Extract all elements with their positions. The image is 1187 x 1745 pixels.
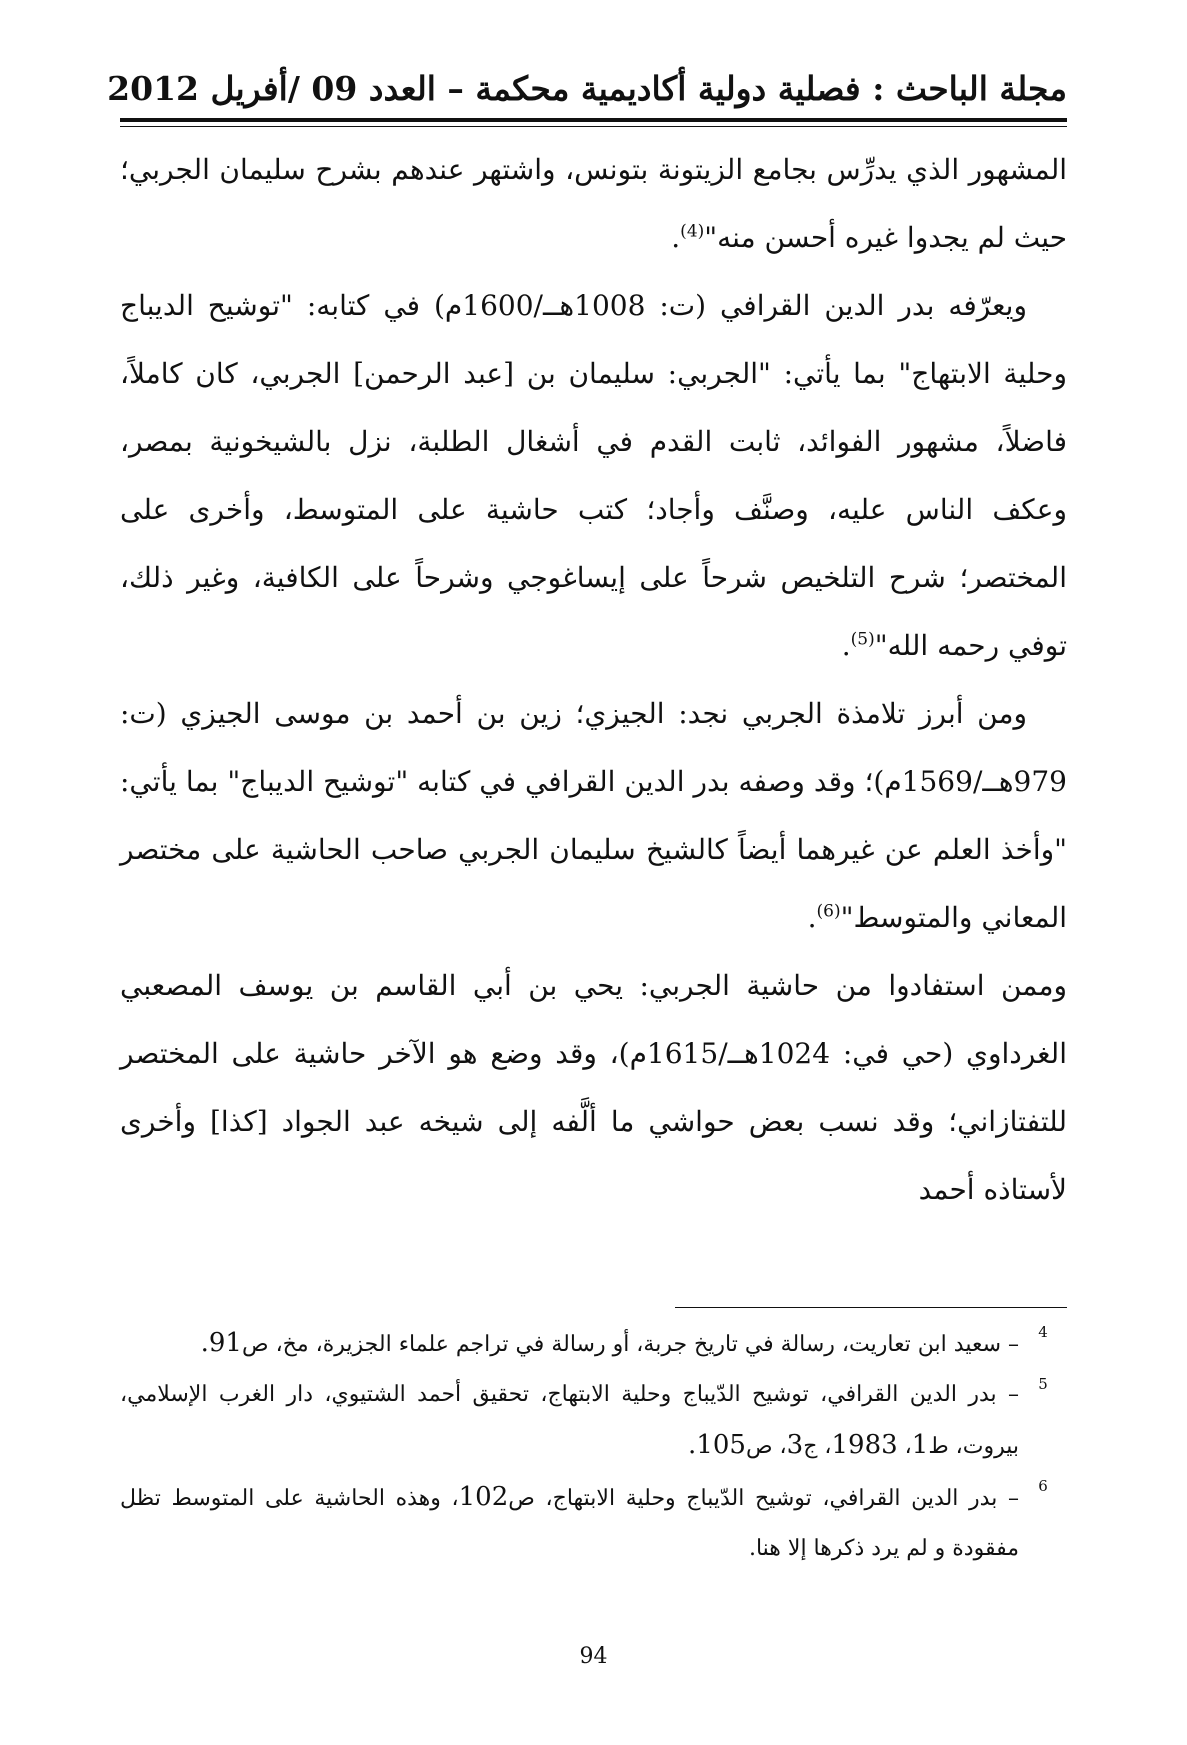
footnote-end: . [200, 1328, 209, 1358]
footnote-body: – سعيد ابن تعاريت، رسالة في تاريخ جربة، أو رسالة في تراجم علماء الجزيرة، مخ، ص [241, 1332, 1019, 1357]
footnotes [120, 1318, 1067, 1574]
footnote-number: 5 [1038, 1375, 1048, 1393]
paragraph-2-end: . [841, 629, 851, 662]
footnote-rest: ، وهذه الحاشية على المتوسط تظل مفقودة و لم يرد ذكرها إلا هنا. [120, 1486, 1019, 1561]
footnote-text [120, 1370, 1019, 1472]
paragraph-1 [120, 136, 1067, 272]
footnote-end: . [688, 1430, 697, 1460]
paragraph-4: وممن استفادوا من حاشية الجربي: يحي بن أبي القاسم بن يوسف المصعبي الغرداوي (حي في: 1024هــ/1615م)، وقد وضع هو الآخر حاشية على المختصر للتفتازاني؛ وقد نسب بعض حواشي ما ألَّفه إلى شيخه عبد الجواد [كذا] وأخرى لأستاذه أحمد [120, 969, 1067, 1206]
footnote-4 [120, 1318, 1067, 1370]
footnote-5 [120, 1370, 1067, 1472]
footnote-ref-5[interactable]: (5) [850, 629, 875, 650]
page-number: 94 [579, 1644, 608, 1669]
body-text [120, 136, 1067, 1224]
footnote-body: – بدر الدين القرافي، توشيح الدّيباج وحلية الابتهاج، تحقيق أحمد الشتيوي، دار الغرب الإسلامي، بيروت، ط [120, 1382, 1019, 1459]
footnote-number: 4 [1038, 1323, 1048, 1341]
footnote-page-ref: 91 [208, 1328, 242, 1358]
footnote-separator [675, 1307, 1067, 1308]
footnote-volume: 3 [786, 1430, 804, 1460]
footnote-text [120, 1472, 1019, 1574]
footnote-ref-4[interactable]: (4) [680, 221, 705, 242]
paragraph-2-text: ويعرّفه بدر الدين القرافي (ت: 1008هــ/1600م) في كتابه: "توشيح الديباج وحلية الابتهاج" بما يأتي: "الجربي: سليمان بن [عبد الرحمن] الجربي، كان كاملاً، فاضلاً، مشهور الفوائد، ثابت القدم في أشغال الطلبة، نزل بالشيخونية بمصر، وعكف الناس عليه، وصنَّف وأجاد؛ كتب حاشية على المتوسط، وأخرى على المختصر؛ شرح التلخيص شرحاً على إيساغوجي وشرحاً على الكافية، وغير ذلك، توفي رحمه الله" [120, 289, 1067, 662]
paragraph-1-text: المشهور الذي يدرِّس بجامع الزيتونة بتونس، واشتهر عندهم بشرح سليمان الجربي؛ حيث لم يجدوا غيره أحسن منه" [120, 153, 1068, 254]
footnote-separator-text: ، [897, 1434, 912, 1459]
running-header: مجلة الباحث : فصلية دولية أكاديمية محكمة – العدد 09 /أفريل 2012 [107, 69, 1067, 108]
footnote-6 [120, 1472, 1067, 1574]
footnote-page-prefix: ، ص [745, 1434, 787, 1459]
footnote-year: 1983 [831, 1430, 898, 1460]
paragraph-3-end: . [807, 901, 817, 934]
footnote-ref-6[interactable]: (6) [816, 901, 841, 922]
paragraph-1-end: . [671, 221, 681, 254]
footnote-vol-prefix: ، ج [803, 1434, 832, 1459]
header-rule-thick [120, 118, 1067, 122]
footnote-body: – بدر الدين القرافي، توشيح الدّيباج وحلية الابتهاج، ص [508, 1486, 1019, 1511]
header-rule-thin [120, 126, 1067, 127]
footnote-page-ref: 105 [696, 1430, 746, 1460]
paragraph-3-text: ومن أبرز تلامذة الجربي نجد: الجيزي؛ زين بن أحمد بن موسى الجيزي (ت: 979هــ/1569م)؛ وقد وصفه بدر الدين القرافي في كتابه "توشيح الديباج" بما يأتي: "وأخذ العلم عن غيرهما أيضاً كالشيخ سليمان الجربي صاحب الحاشية على مختصر المعاني والمتوسط" [120, 697, 1067, 934]
footnote-page-ref: 102 [458, 1482, 509, 1512]
footnote-number: 6 [1038, 1477, 1048, 1495]
paragraph-2 [120, 272, 1067, 680]
paragraph-3 [120, 680, 1067, 952]
footnote-text [120, 1318, 1019, 1370]
footnote-edition: 1 [911, 1430, 929, 1460]
